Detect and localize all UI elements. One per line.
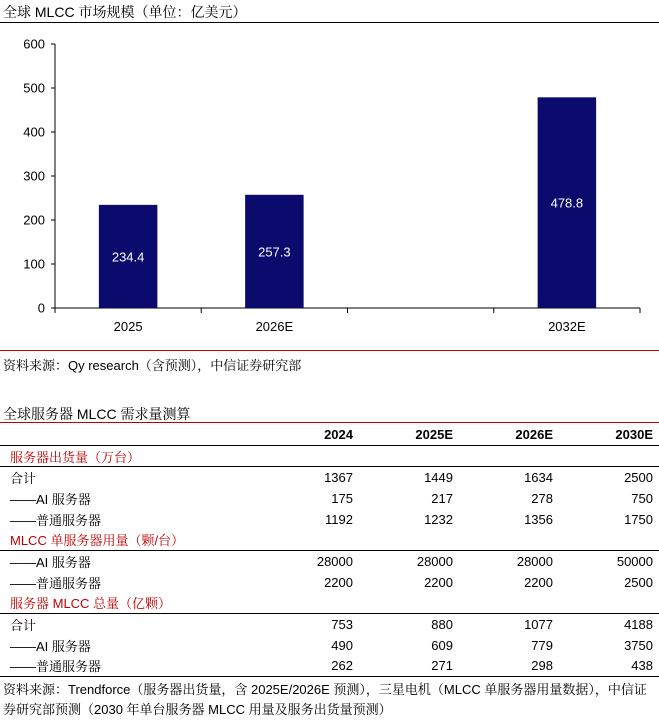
cell-value: 2200 xyxy=(424,574,453,590)
table-row xyxy=(0,488,659,509)
x-tick-label: 2032E xyxy=(548,319,586,334)
table-row xyxy=(0,572,659,593)
row-label: ——普通服务器 xyxy=(0,656,259,677)
column-header: 2030E xyxy=(559,424,659,445)
cell-value: 2500 xyxy=(624,470,653,486)
cell-value: 217 xyxy=(431,490,453,506)
table-header-row xyxy=(0,424,659,445)
cell-value: 3750 xyxy=(624,637,653,653)
x-axis xyxy=(55,308,640,334)
table-row xyxy=(0,656,659,677)
cell-value: 753 xyxy=(331,617,353,633)
bars xyxy=(99,97,596,308)
cell-value: 1077 xyxy=(524,617,553,633)
x-tick-label: 2025 xyxy=(113,319,143,334)
table-row xyxy=(0,635,659,656)
table-row xyxy=(0,509,659,530)
row-label: ——普通服务器 xyxy=(10,512,102,528)
chart-title: 全球 MLCC 市场规模（单位：亿美元） xyxy=(3,4,247,20)
cell-value: 271 xyxy=(359,656,459,677)
column-header: 2026E xyxy=(459,424,559,445)
cell-value: 1356 xyxy=(524,511,553,527)
demand-table xyxy=(0,424,659,677)
y-tick-label: 400 xyxy=(23,124,45,140)
y-tick-label: 100 xyxy=(23,256,45,272)
section-label: 服务器 MLCC 总量（亿颗） xyxy=(0,593,659,614)
cell-value: 750 xyxy=(631,490,653,506)
section-label: MLCC 单服务器用量（颗/台） xyxy=(0,529,659,550)
cell-value: 28000 xyxy=(316,553,353,569)
row-label: ——AI 服务器 xyxy=(10,638,91,654)
y-tick-label: 200 xyxy=(23,212,45,228)
cell-value: 50000 xyxy=(616,553,653,569)
table-row xyxy=(0,551,659,572)
data-label: 234.4 xyxy=(111,249,145,265)
cell-value: 438 xyxy=(559,656,659,677)
row-label: ——AI 服务器 xyxy=(10,554,91,570)
section-row xyxy=(0,445,659,467)
y-tick-label: 500 xyxy=(23,80,45,96)
cell-value: 2200 xyxy=(524,574,553,590)
row-label: 合计 xyxy=(10,471,37,487)
table-row xyxy=(0,467,659,488)
cell-value: 1232 xyxy=(424,511,453,527)
cell-value: 175 xyxy=(331,490,353,506)
cell-value: 278 xyxy=(531,490,553,506)
cell-value: 298 xyxy=(459,656,559,677)
cell-value: 1367 xyxy=(324,470,353,486)
table-top-rule xyxy=(0,422,659,423)
section-row xyxy=(0,593,659,614)
cell-value: 779 xyxy=(531,637,553,653)
bar-chart xyxy=(0,24,659,354)
y-tick-label: 600 xyxy=(23,36,45,52)
chart-top-rule xyxy=(0,22,659,23)
section-label: 服务器出货量（万台） xyxy=(0,445,659,467)
cell-value: 1192 xyxy=(325,511,353,527)
table-row xyxy=(0,614,659,635)
section-row xyxy=(0,529,659,550)
y-axis xyxy=(23,37,55,316)
cell-value: 490 xyxy=(331,637,353,653)
y-tick-label: 0 xyxy=(37,300,45,316)
column-header: 2025E xyxy=(359,424,459,445)
cell-value: 609 xyxy=(431,637,453,653)
row-label: ——普通服务器 xyxy=(10,575,102,591)
table-title: 全球服务器 MLCC 需求量测算 xyxy=(3,406,191,422)
data-label: 257.3 xyxy=(258,244,291,260)
row-label: 合计 xyxy=(10,618,37,634)
cell-value: 262 xyxy=(259,656,359,677)
chart-bottom-rule xyxy=(0,350,659,351)
cell-value: 1750 xyxy=(624,511,653,527)
cell-value: 28000 xyxy=(416,553,453,569)
x-tick-label: 2026E xyxy=(255,319,294,334)
chart-source: 资料来源：Qy research（含预测），中信证券研究部 xyxy=(3,358,302,373)
cell-value: 1449 xyxy=(424,470,453,486)
cell-value: 2200 xyxy=(324,574,353,590)
y-tick-label: 300 xyxy=(23,168,45,184)
table-source: 资料来源：Trendforce（服务器出货量，含 2025E/2026E 预测），三星电机（MLCC 单服务器用量数据），中信证券研究部预测（2030 年单台服务器 MLCC 用量及服务出货量预测） xyxy=(3,682,647,717)
cell-value: 4188 xyxy=(624,617,653,633)
cell-value: 2500 xyxy=(624,574,653,590)
cell-value: 1634 xyxy=(524,470,553,486)
cell-value: 28000 xyxy=(516,553,553,569)
cell-value: 880 xyxy=(431,617,453,633)
column-header xyxy=(0,424,259,445)
row-label: ——AI 服务器 xyxy=(10,491,91,507)
column-header: 2024 xyxy=(259,424,359,445)
data-label: 478.8 xyxy=(550,195,584,211)
